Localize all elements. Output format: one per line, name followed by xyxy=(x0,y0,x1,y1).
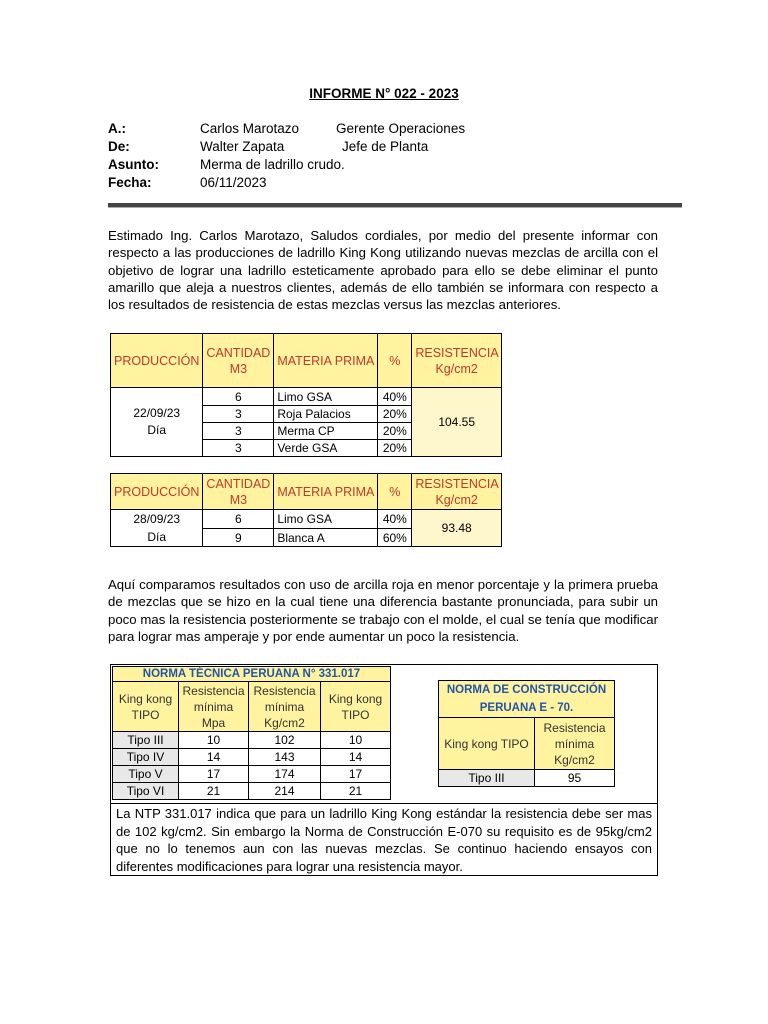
materia-cell: Verde GSA xyxy=(274,440,378,457)
col-header-resistencia: RESISTENCIA Kg/cm2 xyxy=(412,334,502,388)
production-date: 28/09/23 xyxy=(133,512,181,526)
header-key: Fecha: xyxy=(108,175,152,190)
materia-cell: Merma CP xyxy=(274,423,378,440)
cantidad-cell: 6 xyxy=(203,388,274,406)
pct-cell: 20% xyxy=(378,440,412,457)
cantidad-cell: 3 xyxy=(203,440,274,457)
comparison-paragraph: Aquí comparamos resultados con uso de arcilla roja en menor porcentaje y la primera prueba de mezclas que se hizo en la cual tiene una diferencia bastante pronunciada, para subir un poco mas la resistencia posteriormente se trabajo con el molde, el cual se tenía que modificar para lograr mas amperaje y por ende aumentar un poco la resistencia. xyxy=(108,577,658,644)
pct-cell: 60% xyxy=(378,529,412,547)
ntp-cell: 21 xyxy=(179,783,249,800)
production-table xyxy=(110,333,502,547)
ntp-title: NORMA TÉCNICA PERUANA N° 331.017 xyxy=(113,667,391,682)
report-header xyxy=(108,120,508,192)
ntp-cell: 17 xyxy=(321,766,391,783)
header-key: Asunto: xyxy=(108,157,159,172)
materia-cell: Limo GSA xyxy=(274,388,378,406)
ntp-cell: Tipo V xyxy=(113,766,179,783)
ntp-cell: 10 xyxy=(321,732,391,749)
ntp-header: King kong TIPO xyxy=(113,682,179,732)
report-title: INFORME N° 022 - 2023 xyxy=(309,86,459,101)
ntp-header: Resistencia mínima Mpa xyxy=(179,682,249,732)
table-row xyxy=(113,749,391,766)
table-spacer-row xyxy=(111,457,502,474)
cantidad-cell: 9 xyxy=(203,529,274,547)
ntp-table xyxy=(112,666,391,800)
intro-paragraph: Estimado Ing. Carlos Marotazo, Saludos cordiales, por medio del presente informar con respecto a las producciones de ladrillo King Kong utilizando nuevas mezclas de arcilla con el objetivo de lograr una ladrillo esteticamente aprobado para ello se debe eliminar el punto amarillo que aleja a nuestros clientes, además de ello también se informara con respecto a los resultados de resistencia de estas mezclas versus las mezclas anteriores. xyxy=(108,228,658,313)
norms-divider xyxy=(110,803,658,804)
production-day: Día xyxy=(147,530,167,544)
table-row xyxy=(113,732,391,749)
col-header-resistencia: RESISTENCIA Kg/cm2 xyxy=(412,474,502,510)
table-row xyxy=(113,783,391,800)
pct-cell: 20% xyxy=(378,406,412,423)
e070-header: King kong TIPO xyxy=(439,718,535,770)
materia-cell: Limo GSA xyxy=(274,510,378,529)
production-date: 22/09/23 xyxy=(133,406,181,420)
header-row-date xyxy=(108,174,508,192)
header-row-from xyxy=(108,138,508,156)
cantidad-cell: 6 xyxy=(203,510,274,529)
ntp-header: Resistencia mínima Kg/cm2 xyxy=(249,682,321,732)
ntp-cell: Tipo IV xyxy=(113,749,179,766)
header-key: A.: xyxy=(108,121,126,136)
e070-cell: 95 xyxy=(535,770,615,787)
header-row-subject xyxy=(108,156,508,174)
col-header-pct: % xyxy=(378,474,412,510)
header-value: 06/11/2023 xyxy=(200,175,267,190)
norms-footer-text: La NTP 331.017 indica que para un ladrillo King Kong estándar la resistencia debe ser mas de 102 kg/cm2. Sin embargo la Norma de Construcción E-070 su requisito es de 95kg/cm2 que no lo tenemos aun con las nuevas mezclas. Se continuo haciendo ensayos con diferentes modificaciones para lograr una resistencia mayor. xyxy=(116,806,652,874)
col-header-produccion: PRODUCCIÓN xyxy=(111,474,203,510)
col-header-materia: MATERIA PRIMA xyxy=(274,334,378,388)
ntp-cell: 17 xyxy=(179,766,249,783)
ntp-cell: 14 xyxy=(321,749,391,766)
e070-table xyxy=(438,680,615,787)
header-divider xyxy=(108,203,682,208)
col-header-cantidad: CANTIDAD M3 xyxy=(203,474,274,510)
e070-cell: Tipo III xyxy=(439,770,535,787)
col-header-materia: MATERIA PRIMA xyxy=(274,474,378,510)
e070-title: NORMA DE CONSTRUCCIÓN PERUANA E - 70. xyxy=(439,681,615,718)
header-value: Carlos Marotazo xyxy=(200,121,300,136)
resistencia-value: 93.48 xyxy=(412,510,502,547)
col-header-cantidad: CANTIDAD M3 xyxy=(203,334,274,388)
resistencia-value: 104.55 xyxy=(412,388,502,457)
ntp-cell: Tipo III xyxy=(113,732,179,749)
ntp-cell: 21 xyxy=(321,783,391,800)
cantidad-cell: 3 xyxy=(203,423,274,440)
col-header-produccion: PRODUCCIÓN xyxy=(111,334,203,388)
ntp-cell: Tipo VI xyxy=(113,783,179,800)
header-key: De: xyxy=(108,139,130,154)
header-role: Gerente Operaciones xyxy=(336,121,466,136)
materia-cell: Roja Palacios xyxy=(274,406,378,423)
pct-cell: 40% xyxy=(378,388,412,406)
cantidad-cell: 3 xyxy=(203,406,274,423)
table-row xyxy=(113,766,391,783)
ntp-header: King kong TIPO xyxy=(321,682,391,732)
ntp-cell: 102 xyxy=(249,732,321,749)
col-header-pct: % xyxy=(378,334,412,388)
pct-cell: 40% xyxy=(378,510,412,529)
ntp-cell: 143 xyxy=(249,749,321,766)
production-day: Día xyxy=(147,423,167,437)
ntp-cell: 174 xyxy=(249,766,321,783)
e070-header: Resistencia mínima Kg/cm2 xyxy=(535,718,615,770)
header-value: Walter Zapata xyxy=(200,139,285,154)
pct-cell: 20% xyxy=(378,423,412,440)
ntp-cell: 10 xyxy=(179,732,249,749)
header-value: Merma de ladrillo crudo. xyxy=(200,157,345,172)
production-date-cell xyxy=(111,388,203,457)
ntp-cell: 214 xyxy=(249,783,321,800)
header-role: Jefe de Planta xyxy=(342,139,429,154)
materia-cell: Blanca A xyxy=(274,529,378,547)
header-row-to xyxy=(108,120,508,138)
table-row xyxy=(439,770,615,787)
production-date-cell xyxy=(111,510,203,547)
ntp-cell: 14 xyxy=(179,749,249,766)
